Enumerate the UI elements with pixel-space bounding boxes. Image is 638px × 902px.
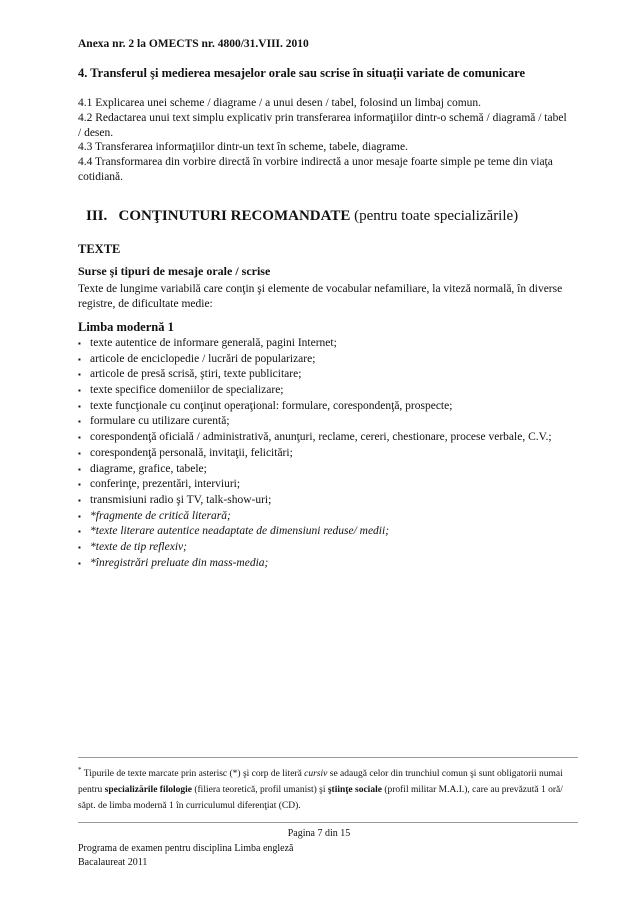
list-item — [78, 446, 578, 462]
list-item-text: *texte de tip reflexiv; — [90, 540, 187, 553]
list-item-text: *texte literare autentice neadaptate de dimensiuni reduse/ medii; — [90, 525, 390, 538]
list-item — [78, 399, 578, 415]
sources-intro: Texte de lungime variabilă care conţin şi elemente de vocabular nefamiliare, la viteză normală, în diverse registre, de dificultate medie: — [78, 283, 563, 310]
footnote — [78, 762, 578, 814]
section-3-number: III. — [86, 208, 108, 224]
list-item-text: articole de presă scrisă, ştiri, texte publicitare; — [90, 368, 302, 381]
list-item-text: diagrame, grafice, tabele; — [90, 462, 207, 475]
page-number: Pagina 7 din 15 — [287, 828, 351, 839]
list-item-text: *înregistrări preluate din mass-media; — [90, 556, 269, 569]
objective-4-2: 4.2 Redactarea unui text simplu explicativ prin transferarea informaţiilor dintr-o schemă / diagramă / tabel / desen. — [78, 111, 567, 139]
modern-language-heading: Limba modernă 1 — [78, 320, 174, 334]
bullet-icon: ▪ — [78, 527, 81, 537]
footnote-filologie: specializările filologie — [104, 785, 192, 796]
texte-heading: TEXTE — [78, 242, 121, 256]
list-item — [78, 556, 578, 572]
footnote-cursiv: cursiv — [304, 769, 328, 780]
objective-4-1: 4.1 Explicarea unei scheme / diagrame / a unui desen / tabel, folosind un limbaj comun. — [78, 97, 482, 109]
annex-header: Anexa nr. 2 la OMECTS nr. 4800/31.VIII. 2010 — [78, 38, 309, 50]
bullet-icon: ▪ — [78, 558, 81, 568]
objective-4-3: 4.3 Transferarea informaţiilor dintr-un text în scheme, tabele, diagrame. — [78, 141, 408, 154]
objective-4-4: 4.4 Transformarea din vorbire directă în vorbire indirectă a unor mesaje foarte simple pe teme din viaţa cotidiană. — [78, 156, 553, 183]
bullet-icon: ▪ — [78, 386, 81, 396]
footnote-mark: * — [78, 766, 82, 774]
list-item — [78, 414, 578, 430]
bullet-icon: ▪ — [78, 339, 81, 348]
list-item-text: *fragmente de critică literară; — [90, 509, 231, 522]
list-item — [78, 430, 578, 446]
list-item-text: formulare cu utilizare curentă; — [90, 415, 230, 428]
list-item-text: transmisiuni radio şi TV, talk-show-uri; — [90, 493, 272, 506]
section-3-title: CONŢINUTURI RECOMANDATE — [118, 208, 351, 224]
list-item-text: conferinţe, prezentări, interviuri; — [90, 478, 241, 491]
list-item-text: corespondenţă personală, invitaţii, felicitări; — [90, 446, 293, 459]
bullet-icon: ▪ — [78, 354, 81, 364]
footnote-stiinte-sociale: ştiinţe sociale — [327, 785, 382, 796]
section-3-heading — [86, 208, 518, 225]
list-item-text: corespondenţă oficială / administrativă, anunţuri, reclame, cereri, chestionare, procese verbale, C.V.; — [90, 431, 552, 444]
section-3-note: (pentru toate specializările) — [354, 208, 519, 224]
list-item-text: texte autentice de informare generală, pagini Internet; — [90, 337, 337, 349]
program-footer — [78, 842, 293, 870]
list-item — [78, 462, 578, 478]
bullet-icon: ▪ — [78, 542, 81, 552]
footnote-text-4: (profil militar M.A.I.), care au prevăzută 1 oră/ săpt. de limba modernă 1 în curriculumul diferenţiat (CD). — [78, 785, 563, 812]
bullet-icon: ▪ — [78, 417, 81, 427]
bullet-icon: ▪ — [78, 433, 81, 443]
page-footer-separator — [78, 822, 578, 823]
bullet-icon: ▪ — [78, 464, 81, 474]
sources-heading: Surse şi tipuri de mesaje orale / scrise — [78, 264, 271, 278]
text-types-list — [78, 336, 578, 571]
footnote-text-2: se adaugă celor din trunchiul comun şi sunt obligatorii numai pentru — [78, 769, 563, 796]
list-item — [78, 383, 578, 399]
list-item — [78, 477, 578, 493]
list-item-text: texte funcţionale cu conţinut operaţional: formulare, corespondenţă, prospecte; — [90, 399, 453, 412]
program-title: Programa de examen pentru disciplina Limba engleză — [78, 843, 294, 854]
section-4-title: 4. Transferul şi medierea mesajelor orale sau scrise în situaţii variate de comunicare — [78, 66, 526, 80]
footnote-text-3: (filiera teoretică, profil umanist) şi — [191, 785, 328, 796]
program-exam: Bacalaureat 2011 — [78, 857, 148, 868]
bullet-icon: ▪ — [78, 511, 81, 521]
objectives-block — [78, 96, 568, 185]
bullet-icon: ▪ — [78, 448, 81, 458]
list-item — [78, 540, 578, 556]
bullet-icon: ▪ — [78, 401, 81, 411]
list-item — [78, 336, 578, 352]
bullet-icon: ▪ — [78, 370, 81, 380]
list-item — [78, 493, 578, 509]
bullet-icon: ▪ — [78, 495, 81, 505]
bullet-icon: ▪ — [78, 480, 81, 490]
list-item-text: texte specifice domeniilor de specializare; — [90, 384, 284, 397]
list-item — [78, 367, 578, 383]
list-item — [78, 524, 578, 540]
list-item-text: articole de enciclopedie / lucrări de popularizare; — [90, 352, 316, 365]
list-item — [78, 352, 578, 368]
footnote-separator — [78, 757, 578, 758]
list-item — [78, 509, 578, 525]
footnote-text-1: Tipurile de texte marcate prin asterisc (*) şi corp de literă — [83, 769, 305, 780]
